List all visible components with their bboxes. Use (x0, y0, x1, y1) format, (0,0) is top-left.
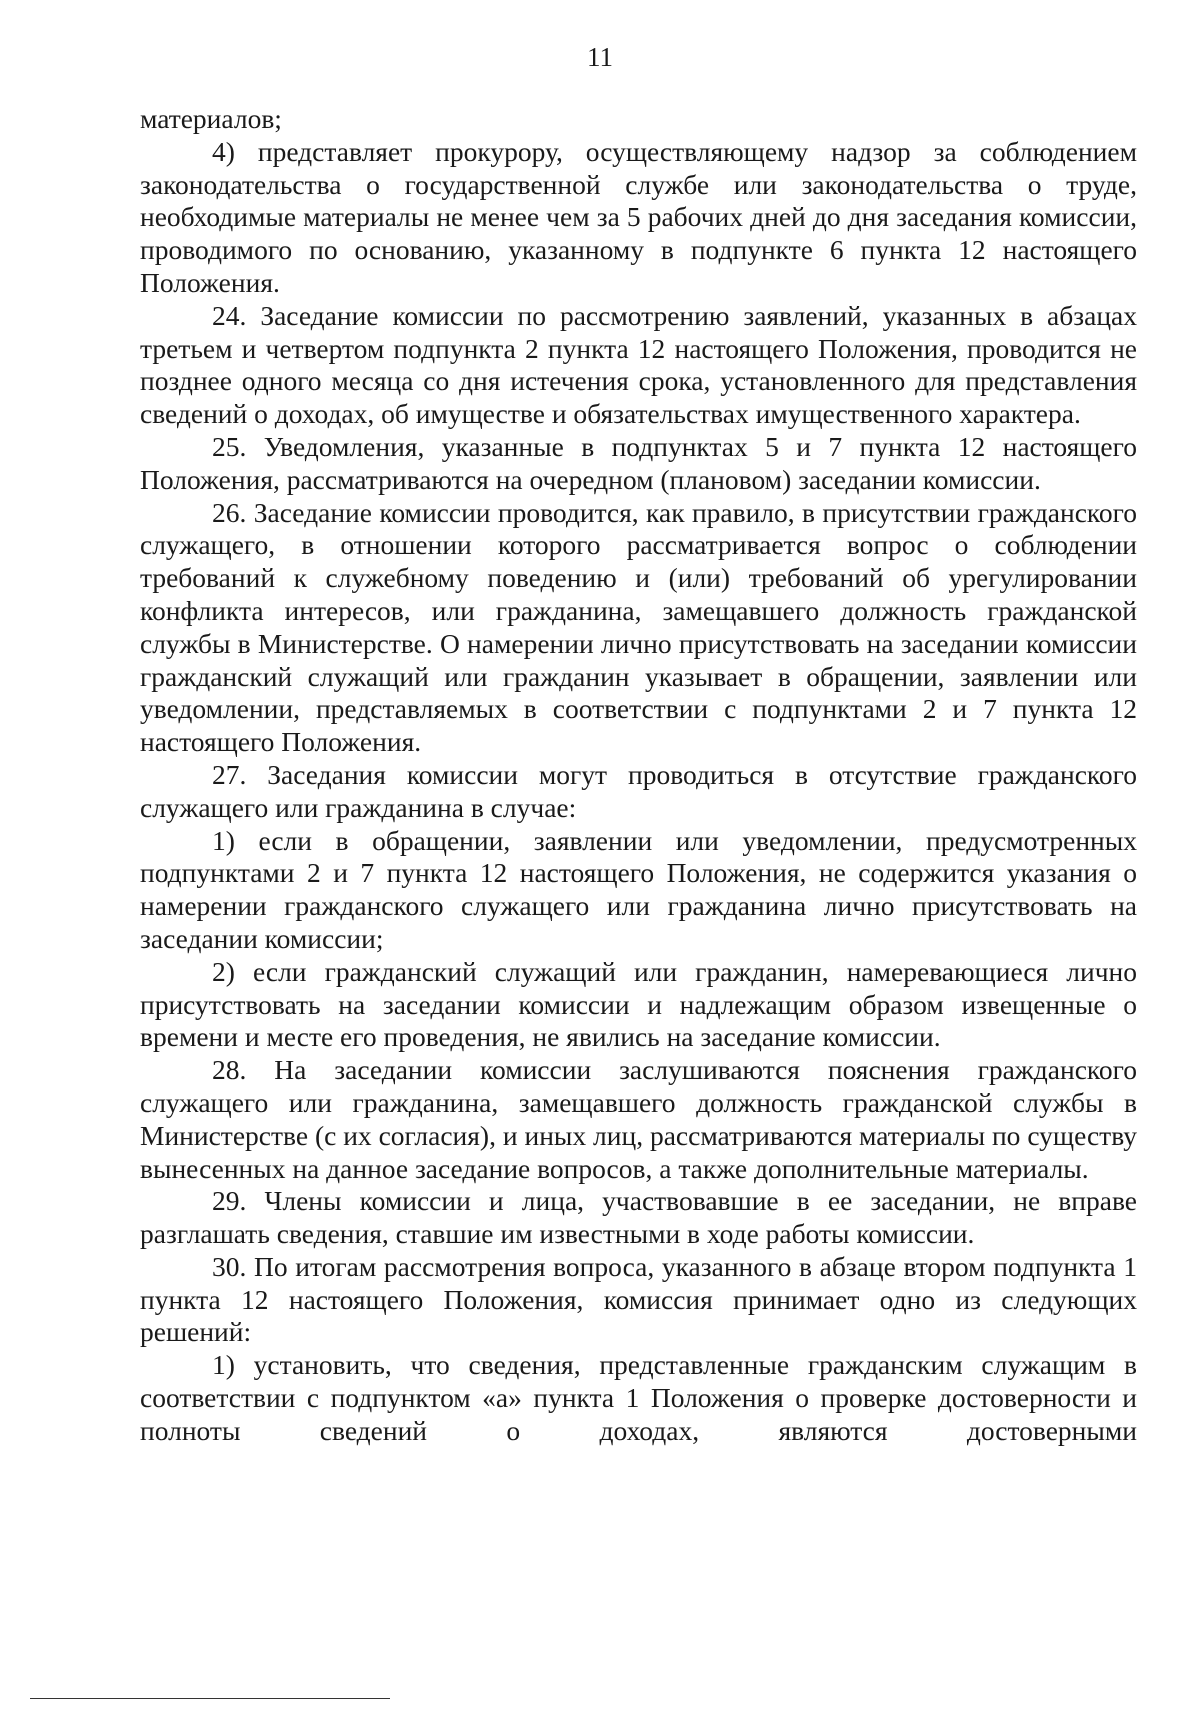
document-body (140, 103, 1137, 1448)
paragraph-30: 30. По итогам рассмотрения вопроса, указанного в абзаце втором подпункта 1 пункта 12 настоящего Положения, комиссия принимает одно из следующих решений: (140, 1250, 1137, 1348)
paragraph-continuation: материалов; (140, 103, 282, 134)
paragraph-item-4: 4) представляет прокурору, осуществляющему надзор за соблюдением законодательства о государственной службе или законодательства о труде, необходимые материалы не менее чем за 5 рабочих дней до дня заседания комиссии, проводимого по основанию, указанному в подпункте 6 пункта 12 настоящего Положения. (140, 135, 1137, 298)
page-number: 11 (587, 42, 613, 72)
paragraph-29: 29. Члены комиссии и лица, участвовавшие в ее заседании, не вправе разглашать сведения, ставшие им известными в ходе работы комиссии. (140, 1185, 1137, 1250)
paragraph-27: 27. Заседания комиссии могут проводиться в отсутствие гражданского служащего или гражданина в случае: (140, 758, 1137, 823)
paragraph-27-item-1: 1) если в обращении, заявлении или уведомлении, предусмотренных подпунктами 2 и 7 пункта 12 настоящего Положения, не содержится указания о намерении гражданского служащего или гражданина лично присутствовать на заседании комиссии; (140, 824, 1137, 954)
paragraph-26: 26. Заседание комиссии проводится, как правило, в присутствии гражданского служащего, в отношении которого рассматривается вопрос о соблюдении требований к служебному поведению и (или) требований об урегулировании конфликта интересов, или гражданина, замещавшего должность гражданской службы в Министерстве. О намерении лично присутствовать на заседании комиссии гражданский служащий или гражданин указывает в обращении, заявлении или уведомлении, представляемых в соответствии с подпунктами 2 и 7 пункта 12 настоящего Положения. (140, 496, 1137, 758)
paragraph-25: 25. Уведомления, указанные в подпунктах 5 и 7 пункта 12 настоящего Положения, рассматриваются на очередном (плановом) заседании комиссии. (140, 430, 1137, 495)
paragraph-27-item-2: 2) если гражданский служащий или гражданин, намеревающиеся лично присутствовать на заседании комиссии и надлежащим образом извещенные о времени и месте его проведения, не явились на заседание комиссии. (140, 955, 1137, 1053)
paragraph-30-item-1: 1) установить, что сведения, представленные гражданским служащим в соответствии с подпунктом «а» пункта 1 Положения о проверке достоверности и полноты сведений о доходах, являются достоверными (140, 1349, 1137, 1446)
footer-divider (30, 1698, 390, 1699)
paragraph-24: 24. Заседание комиссии по рассмотрению заявлений, указанных в абзацах третьем и четвертом подпункта 2 пункта 12 настоящего Положения, проводится не позднее одного месяца со дня истечения срока, установленного для представления сведений о доходах, об имуществе и обязательствах имущественного характера. (140, 299, 1137, 430)
paragraph-28: 28. На заседании комиссии заслушиваются пояснения гражданского служащего или гражданина, замещавшего должность гражданской службы в Министерстве (с их согласия), и иных лиц, рассматриваются материалы по существу вынесенных на данное заседание вопросов, а также дополнительные материалы. (140, 1054, 1137, 1184)
